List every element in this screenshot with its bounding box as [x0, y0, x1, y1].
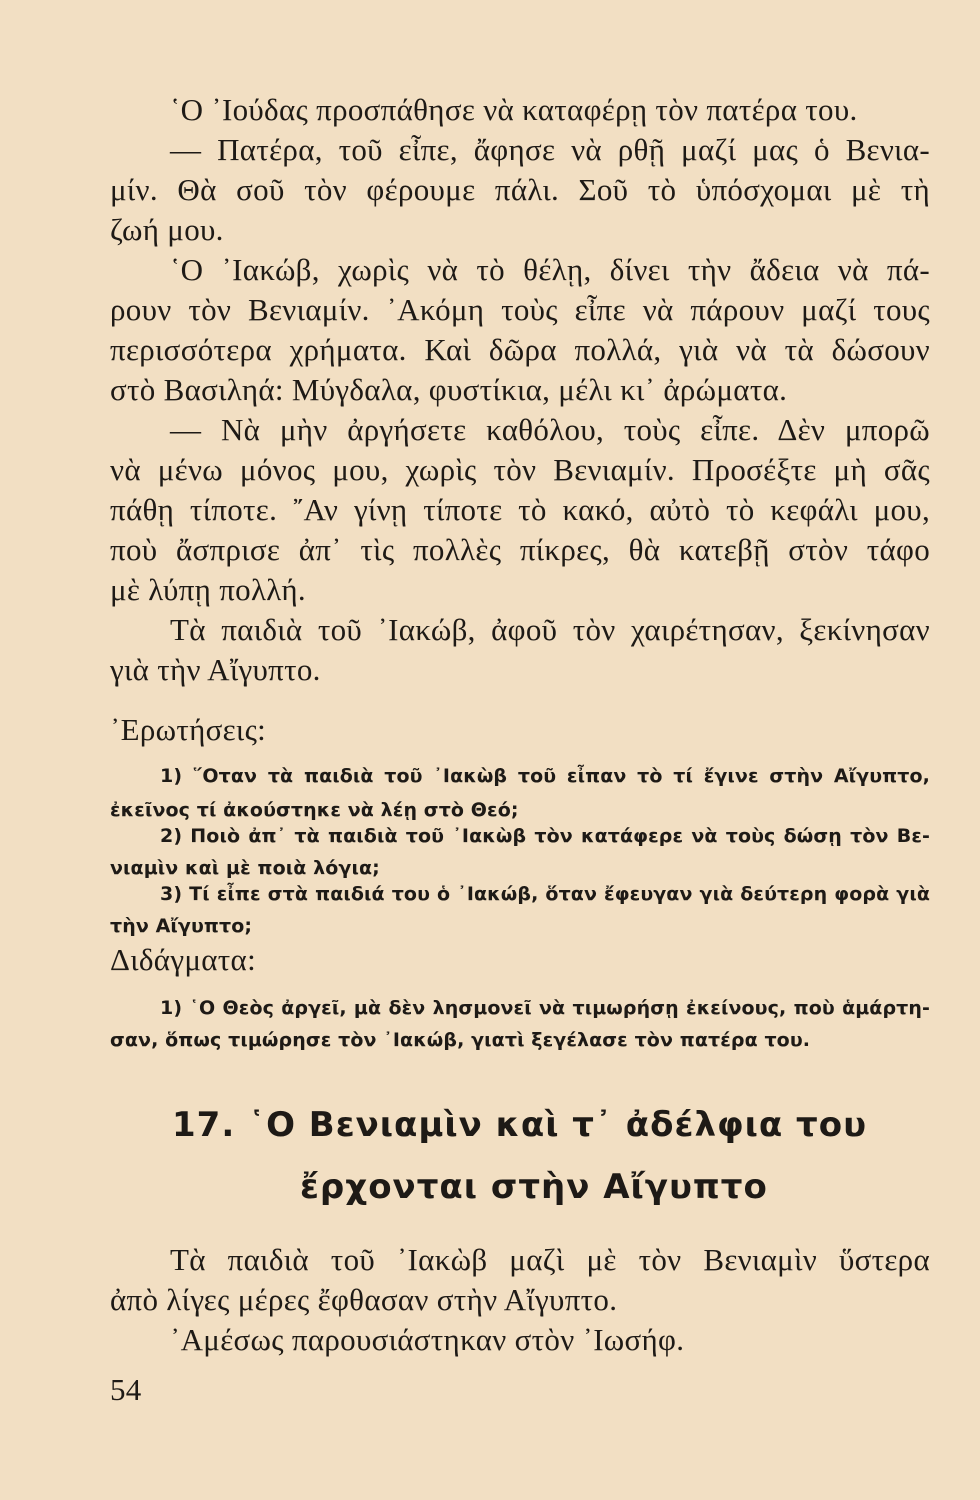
question-line: 1) ῞Οταν τὰ παιδιὰ τοῦ ᾿Ιακὼβ τοῦ εἶπαν τὸ τί ἔγινε στὴν Αἴγυπτο,	[160, 765, 930, 787]
body-line: περισσότερα χρήματα. Καὶ δῶρα πολλά, γιὰ νὰ τὰ δώσουν	[110, 332, 930, 367]
body-line: μὲ λύπῃ πολλή.	[110, 572, 306, 607]
lesson-line: 1) ῾Ο Θεὸς ἀργεῖ, μὰ δὲν λησμονεῖ νὰ τιμωρήσῃ ἐκείνους, ποὺ ἁμάρτη-	[160, 997, 930, 1019]
body-line: στὸ Βασιληά: Μύγδαλα, φυστίκια, μέλι κι᾿ ἀρώματα.	[110, 372, 788, 407]
body-line: μίν. Θὰ σοῦ τὸν φέρουμε πάλι. Σοῦ τὸ ὑπόσχομαι μὲ τὴ	[110, 172, 930, 207]
chapter-title-line2: ἔρχονται στὴν Αἴγυπτο	[300, 1167, 768, 1207]
body-line: — Νὰ μὴν ἀργήσετε καθόλου, τοὺς εἶπε. Δὲν μπορῶ	[170, 412, 930, 447]
body-line: γιὰ τὴν Αἴγυπτο.	[110, 652, 321, 687]
chapter-title-line1: 17. ῾Ο Βενιαμὶν καὶ τ᾿ ἀδέλφια του	[172, 1105, 868, 1145]
question-line: 3) Τί εἶπε στὰ παιδιά του ὁ ᾿Ιακώβ, ὅταν ἔφευγαν γιὰ δεύτερη φορὰ γιὰ	[160, 883, 930, 905]
question-line: νιαμὶν καὶ μὲ ποιὰ λόγια;	[110, 857, 380, 879]
body-line: ρουν τὸν Βενιαμίν. ᾿Ακόμη τοὺς εἶπε νὰ πάρουν μαζί τους	[110, 292, 930, 327]
body-line: Τὰ παιδιὰ τοῦ ᾿Ιακώβ, ἀφοῦ τὸν χαιρέτησαν, ξεκίνησαν	[170, 612, 930, 647]
body-line: ῾Ο ᾿Ιακώβ, χωρὶς νὰ τὸ θέλῃ, δίνει τὴν ἄδεια νὰ πά-	[170, 252, 930, 287]
question-line: ἐκεῖνος τί ἀκούστηκε νὰ λέῃ στὸ Θεό;	[110, 799, 519, 821]
lessons-heading: Διδάγματα:	[110, 942, 256, 977]
question-line: τὴν Αἴγυπτο;	[110, 915, 253, 937]
body-line: ῾Ο ᾿Ιούδας προσπάθησε νὰ καταφέρῃ τὸν πατέρα του.	[170, 92, 858, 127]
questions-heading: ᾿Ερωτήσεις:	[110, 712, 267, 747]
body-line: — Πατέρα, τοῦ εἶπε, ἄφησε νὰ ρθῇ μαζί μας ὁ Βενια-	[170, 132, 930, 167]
chapter-body-line: ἀπὸ λίγες μέρες ἔφθασαν στὴν Αἴγυπτο.	[110, 1282, 618, 1317]
page-number: 54	[110, 1372, 142, 1407]
lesson-line: σαν, ὅπως τιμώρησε τὸν ᾿Ιακώβ, γιατὶ ξεγέλασε τὸν πατέρα του.	[110, 1029, 811, 1051]
chapter-body-line: ᾿Αμέσως παρουσιάστηκαν στὸν ᾿Ιωσήφ.	[170, 1322, 685, 1357]
body-line: ποὺ ἄσπρισε ἀπ᾿ τὶς πολλὲς πίκρες, θὰ κατεβῇ στὸν τάφο	[110, 532, 930, 567]
body-line: πάθῃ τίποτε. ῎Αν γίνῃ τίποτε τὸ κακό, αὐτὸ τὸ κεφάλι μου,	[110, 492, 930, 527]
body-line: ζωή μου.	[110, 212, 224, 247]
chapter-body-line: Τὰ παιδιὰ τοῦ ᾿Ιακὼβ μαζὶ μὲ τὸν Βενιαμὶν ὕστερα	[170, 1242, 930, 1277]
body-line: νὰ μένω μόνος μου, χωρὶς τὸν Βενιαμίν. Προσέξτε μὴ σᾶς	[110, 452, 930, 487]
question-line: 2) Ποιὸ ἀπ᾿ τὰ παιδιὰ τοῦ ᾿Ιακὼβ τὸν κατάφερε νὰ τοὺς δώσῃ τὸν Βε-	[160, 825, 930, 847]
